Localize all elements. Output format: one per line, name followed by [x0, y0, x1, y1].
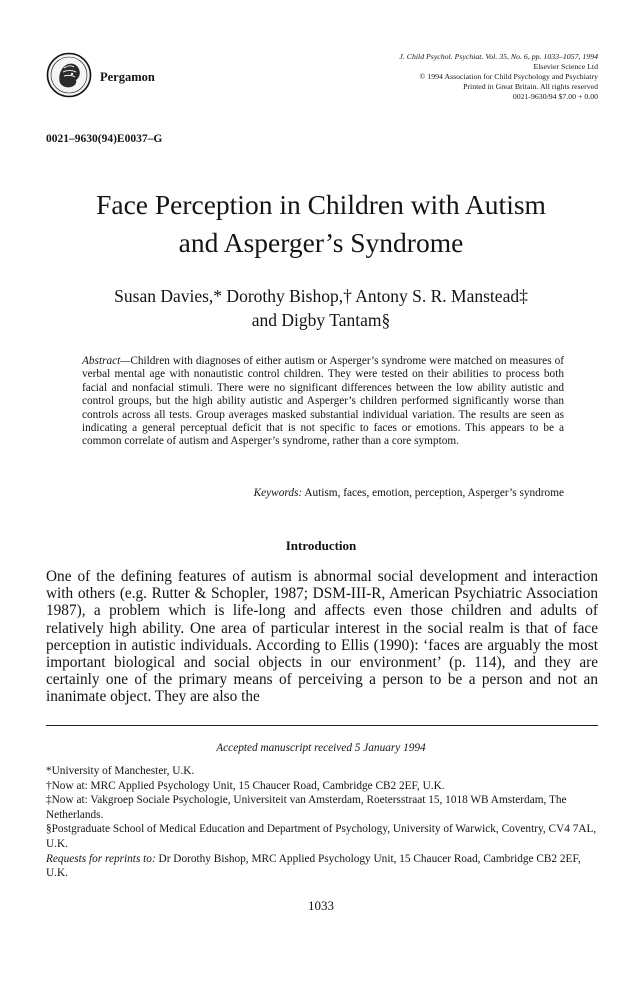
footnote-affiliation-4: §Postgraduate School of Medical Education and Department of Psychology, University of Warwick, Coventry, CV4 7AL, U.K. — [46, 823, 597, 850]
authors-line-1: Susan Davies,* Dorothy Bishop,† Antony S. R. Manstead‡ — [114, 286, 528, 306]
title-line-2: and Asperger’s Syndrome — [178, 227, 464, 258]
journal-printing: Printed in Great Britain. All rights reserved — [463, 82, 598, 91]
keywords-text: Autism, faces, emotion, perception, Asperger’s syndrome — [302, 487, 564, 499]
keywords — [254, 487, 564, 499]
footnote-affiliation-1: *University of Manchester, U.K. — [46, 765, 195, 777]
authors-line-2: and Digby Tantam§ — [251, 310, 391, 330]
abstract — [82, 355, 564, 449]
reprint-request — [46, 852, 602, 881]
journal-citation-block — [328, 52, 598, 102]
article-title — [40, 186, 602, 262]
introduction-paragraph: One of the defining features of autism is abnormal social development and interaction with others (e.g. Rutter & Schopler, 1987; DSM-III-R, American Psychiatric Association 1987), a problem which is life-long and affects even those children and adults of relatively high ability. One area of particular interest in the social realm is that of face perception in autistic individuals. According to Ellis (1990): ‘faces are arguably the most important biological and social objects in our environment’ (p. 114), and they are certainly one of the primary means of perceiving a person to be a person and not an inanimate object. They are also the — [46, 568, 598, 706]
footnote-divider — [46, 725, 598, 726]
publisher-name: Pergamon — [100, 70, 155, 84]
title-line-1: Face Perception in Children with Autism — [96, 189, 546, 220]
journal-publisher: Elsevier Science Ltd — [533, 62, 598, 71]
reprint-address: Dr Dorothy Bishop, MRC Applied Psychology Unit, 15 Chaucer Road, Cambridge CB2 2EF, U.K. — [46, 852, 581, 880]
footnote-affiliation-3: ‡Now at: Vakgroep Sociale Psychologie, Universiteit van Amsterdam, Roetersstraat 15, 1018 WB Amsterdam, The Netherlands. — [46, 794, 567, 821]
journal-price-code: 0021-9630/94 $7.00 + 0.00 — [512, 92, 598, 101]
abstract-text: Children with diagnoses of either autism or Asperger’s syndrome were matched on measures of verbal mental age with nonautistic control children. They were tested on their abilities to process both facial and nonfacial stimuli. There were no significant differences between the low ability autistic and control groups, but the high ability autistic and Asperger’s children performed significantly worse than controls across all tests. Group averages masked substantial individual variation. The results are seen as indicating a general perceptual deficit that is not specific to faces or emotions. This appears to be a common correlate of autism and Asperger’s syndrome, rather than a core symptom. — [82, 355, 564, 448]
accepted-date: Accepted manuscript received 5 January 1994 — [216, 742, 426, 754]
author-list — [40, 284, 602, 332]
journal-copyright: © 1994 Association for Child Psychology and Psychiatry — [419, 72, 598, 81]
section-heading: Introduction — [285, 538, 357, 553]
journal-citation: J. Child Psychol. Psychiat. Vol. 35, No. 6, pp. 1033–1057, 1994 — [399, 52, 598, 61]
reprint-label: Requests for reprints to: — [46, 852, 156, 865]
keywords-label: Keywords: — [253, 487, 303, 499]
abstract-label: Abstract— — [82, 355, 131, 367]
footnotes — [46, 764, 602, 881]
publisher-logo-icon — [46, 52, 92, 98]
document-id: 0021–9630(94)E0037–G — [46, 133, 163, 145]
page-number: 1033 — [308, 898, 334, 913]
footnote-affiliation-2: †Now at: MRC Applied Psychology Unit, 15 Chaucer Road, Cambridge CB2 2EF, U.K. — [46, 779, 445, 792]
